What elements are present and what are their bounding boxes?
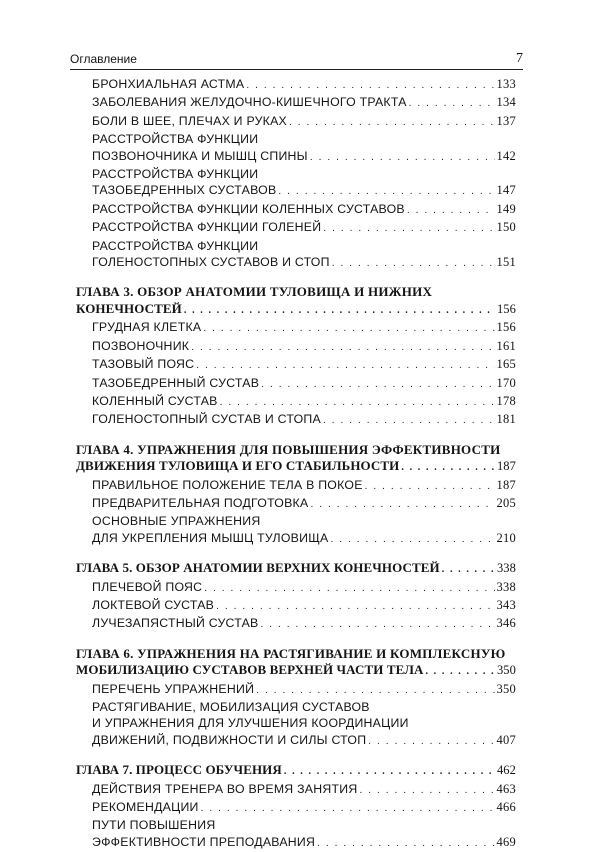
toc-entry-title: ГОЛЕНОСТОПНЫХ СУСТАВОВ И СТОП xyxy=(92,255,330,270)
toc-entry-page: 147 xyxy=(496,183,516,198)
leader-dots xyxy=(201,801,495,817)
toc-entry-title: ПЕРЕЧЕНЬ УПРАЖНЕНИЙ xyxy=(92,681,255,696)
toc-entry-chest[interactable] xyxy=(76,319,516,337)
toc-entry-title: ЗАБОЛЕВАНИЯ ЖЕЛУДОЧНО-КИШЕЧНОГО ТРАКТА xyxy=(92,95,407,110)
toc-entry-title: ГРУДНАЯ КЛЕТКА xyxy=(92,320,202,335)
spacer xyxy=(76,272,516,284)
toc-entry-exercise-list[interactable] xyxy=(76,681,516,699)
spacer xyxy=(76,634,516,646)
spacer xyxy=(76,750,516,762)
toc-entry-prep[interactable] xyxy=(76,495,516,513)
toc-entry-ankle[interactable] xyxy=(76,254,516,272)
page-number: 7 xyxy=(516,51,523,66)
toc-entry-page: 187 xyxy=(496,477,516,492)
toc-entry-page: 205 xyxy=(496,495,516,510)
chapter-4-heading[interactable] xyxy=(76,458,516,476)
leader-dots xyxy=(310,150,495,166)
toc-entry-knee[interactable] xyxy=(76,201,516,219)
toc-entry-ankle-joint[interactable] xyxy=(76,411,516,429)
toc-entry-shoulder[interactable] xyxy=(76,579,516,597)
leader-dots xyxy=(330,532,494,548)
toc-entry-wrist[interactable] xyxy=(76,615,516,633)
leader-dots xyxy=(317,836,494,852)
toc-entry-ways[interactable] xyxy=(76,834,516,852)
toc-entry-title: ПОЗВОНОЧНИКА И МЫШЦ СПИНЫ xyxy=(92,148,308,163)
toc-entry-page: 150 xyxy=(496,220,516,235)
chapter-title: ГЛАВА 7. ПРОЦЕСС ОБУЧЕНИЯ xyxy=(76,762,282,778)
toc-entry-title: КОЛЕННЫЙ СУСТАВ xyxy=(92,393,218,408)
running-head xyxy=(70,52,523,66)
toc-entry-pelvis[interactable] xyxy=(76,356,516,374)
toc-entry-title: ПРАВИЛЬНОЕ ПОЛОЖЕНИЕ ТЕЛА В ПОКОЕ xyxy=(92,477,363,492)
leader-dots xyxy=(261,377,494,393)
chapter-title: МОБИЛИЗАЦИЮ СУСТАВОВ ВЕРХНЕЙ ЧАСТИ ТЕЛА xyxy=(76,662,424,678)
leader-dots xyxy=(191,340,494,356)
leader-dots xyxy=(365,479,495,495)
toc-entry-page: 156 xyxy=(496,320,516,335)
section-title: Оглавление xyxy=(70,52,137,66)
toc-entry-page: 142 xyxy=(496,148,516,163)
toc-entry-page: 338 xyxy=(496,579,516,594)
toc-entry-core[interactable] xyxy=(76,530,516,548)
toc-entry-title: ЛУЧЕЗАПЯСТНЫЙ СУСТАВ xyxy=(92,616,259,631)
leader-dots xyxy=(256,683,494,699)
toc-entry-page: 210 xyxy=(496,530,516,545)
spacer xyxy=(76,548,516,560)
leader-dots xyxy=(216,599,494,615)
toc-entry-title: ТАЗОБЕДРЕННЫХ СУСТАВОВ xyxy=(92,183,277,198)
header-rule xyxy=(70,69,523,70)
toc-entry-title: ГОЛЕНОСТОПНЫЙ СУСТАВ И СТОПА xyxy=(92,412,321,427)
toc-entry-page: 137 xyxy=(496,113,516,128)
leader-dots xyxy=(332,256,495,272)
toc-entry-title: ПЛЕЧЕВОЙ ПОЯС xyxy=(92,579,203,594)
toc-entry-title: БОЛИ В ШЕЕ, ПЛЕЧАХ И РУКАХ xyxy=(92,113,287,128)
chapter-title: ГЛАВА 5. ОБЗОР АНАТОМИИ ВЕРХНИХ КОНЕЧНОСТЕЙ xyxy=(76,560,440,576)
chapter-4-line1 xyxy=(76,442,516,458)
toc-entry-page: 170 xyxy=(496,375,516,390)
leader-dots xyxy=(284,764,495,780)
toc-entry-asthma[interactable] xyxy=(76,76,516,94)
toc-entry-core-line1 xyxy=(76,513,516,529)
chapter-5-heading[interactable] xyxy=(76,560,516,578)
toc-entry-page: 149 xyxy=(496,201,516,216)
toc-entry-title: ПРЕДВАРИТЕЛЬНАЯ ПОДГОТОВКА xyxy=(92,495,309,510)
toc-entry-title: ПУТИ ПОВЫШЕНИЯ xyxy=(92,818,216,833)
toc-entry-page: 466 xyxy=(496,800,516,815)
toc-entry-page: 151 xyxy=(496,255,516,270)
toc-entry-knee-joint[interactable] xyxy=(76,393,516,411)
chapter-title: ГЛАВА 6. УПРАЖНЕНИЯ НА РАСТЯГИВАНИЕ И КОМПЛЕКСНУЮ xyxy=(76,645,506,661)
toc-entry-title: РАССТРОЙСТВА ФУНКЦИИ КОЛЕННЫХ СУСТАВОВ xyxy=(92,201,405,216)
toc-entry-title: РАССТРОЙСТВА ФУНКЦИИ xyxy=(92,238,259,253)
toc-entry-hip-line1 xyxy=(76,166,516,182)
toc-entry-spine-line1 xyxy=(76,131,516,147)
toc-entry-page: 350 xyxy=(496,681,516,696)
leader-dots xyxy=(425,664,494,680)
toc-entry-page: 161 xyxy=(496,338,516,353)
toc-entry-page: 346 xyxy=(496,616,516,631)
leader-dots xyxy=(261,617,495,633)
toc-entry-recs[interactable] xyxy=(76,799,516,817)
toc-entry-page: 134 xyxy=(496,95,516,110)
toc-entry-title: ДЛЯ УКРЕПЛЕНИЯ МЫШЦ ТУЛОВИЩА xyxy=(92,530,329,545)
leader-dots xyxy=(359,783,494,799)
chapter-title: КОНЕЧНОСТЕЙ xyxy=(76,300,182,316)
toc-entry-elbow[interactable] xyxy=(76,597,516,615)
toc-entry-hip[interactable] xyxy=(76,182,516,200)
leader-dots xyxy=(246,78,494,94)
toc-entry-page: 178 xyxy=(496,393,516,408)
toc-entry-title: РЕКОМЕНДАЦИИ xyxy=(92,800,199,815)
toc-entry-page: 133 xyxy=(496,77,516,91)
leader-dots xyxy=(442,562,495,578)
toc-entry-title: ТАЗОВЫЙ ПОЯС xyxy=(92,357,195,372)
chapter-6-heading[interactable] xyxy=(76,662,516,680)
leader-dots xyxy=(289,115,495,131)
leader-dots xyxy=(323,413,495,429)
toc-entry-posture[interactable] xyxy=(76,477,516,495)
leader-dots xyxy=(204,581,494,597)
toc-entry-page: 463 xyxy=(496,781,516,796)
toc-entry-page: 462 xyxy=(496,763,516,778)
leader-dots xyxy=(407,203,495,219)
toc-entry-page: 350 xyxy=(496,663,516,678)
toc-entry-title: ЭФФЕКТИВНОСТИ ПРЕПОДАВАНИЯ xyxy=(92,834,316,849)
chapter-6-line1 xyxy=(76,646,516,662)
chapter-7-heading[interactable] xyxy=(76,762,516,780)
toc-entry-page: 181 xyxy=(496,412,516,427)
leader-dots xyxy=(196,358,494,374)
spacer xyxy=(76,430,516,442)
toc-entry-stretch-line1 xyxy=(76,699,516,715)
toc-entry-page: 165 xyxy=(496,357,516,372)
toc-entry-stretch-line2 xyxy=(76,715,516,731)
leader-dots xyxy=(220,395,495,411)
toc-entry-page: 338 xyxy=(496,561,516,576)
toc-entry-neck[interactable] xyxy=(76,113,516,131)
leader-dots xyxy=(203,321,494,337)
toc-entry-ankle-line1 xyxy=(76,238,516,254)
leader-dots xyxy=(323,221,494,237)
toc-entry-title: РАССТРОЙСТВА ФУНКЦИИ xyxy=(92,167,259,182)
toc-entry-title: РАСТЯГИВАНИЕ, МОБИЛИЗАЦИЯ СУСТАВОВ xyxy=(92,700,370,714)
toc-entry-title: ЛОКТЕВОЙ СУСТАВ xyxy=(92,597,215,612)
chapter-3-heading[interactable] xyxy=(76,301,516,319)
toc-entry-title: ТАЗОБЕДРЕННЫЙ СУСТАВ xyxy=(92,375,260,390)
toc-entry-page: 343 xyxy=(496,597,516,612)
toc-entry-spine-anatomy[interactable] xyxy=(76,338,516,356)
toc-entry-trainer[interactable] xyxy=(76,781,516,799)
table-of-contents xyxy=(76,76,516,852)
toc-entry-title: РАССТРОЙСТВА ФУНКЦИИ xyxy=(92,132,259,147)
toc-entry-hip-joint[interactable] xyxy=(76,375,516,393)
toc-entry-title: БРОНХИАЛЬНАЯ АСТМА xyxy=(92,77,245,91)
toc-entry-gi[interactable] xyxy=(76,94,516,112)
toc-entry-title: И УПРАЖНЕНИЯ ДЛЯ УЛУЧШЕНИЯ КООРДИНАЦИИ xyxy=(92,716,409,731)
leader-dots xyxy=(401,460,495,476)
toc-entry-ways-line1 xyxy=(76,817,516,833)
toc-entry-page: 156 xyxy=(496,301,516,316)
chapter-title: ГЛАВА 4. УПРАЖНЕНИЯ ДЛЯ ПОВЫШЕНИЯ ЭФФЕКТИВНОСТИ xyxy=(76,441,501,457)
toc-entry-title: ДЕЙСТВИЯ ТРЕНЕРА ВО ВРЕМЯ ЗАНЯТИЯ xyxy=(92,781,358,796)
leader-dots xyxy=(409,96,495,112)
toc-entry-title: РАССТРОЙСТВА ФУНКЦИИ ГОЛЕНЕЙ xyxy=(92,220,322,235)
toc-entry-title: ОСНОВНЫЕ УПРАЖНЕНИЯ xyxy=(92,514,261,529)
chapter-title: ДВИЖЕНИЯ ТУЛОВИЩА И ЕГО СТАБИЛЬНОСТИ xyxy=(76,458,400,474)
leader-dots xyxy=(368,734,494,750)
toc-entry-spine[interactable] xyxy=(76,148,516,166)
chapter-3-line1 xyxy=(76,284,516,300)
leader-dots xyxy=(278,184,494,200)
toc-entry-title: ДВИЖЕНИЙ, ПОДВИЖНОСТИ И СИЛЫ СТОП xyxy=(92,732,367,747)
toc-entry-page: 469 xyxy=(496,834,516,849)
toc-entry-page: 407 xyxy=(496,732,516,747)
leader-dots xyxy=(184,303,495,319)
toc-entry-shin[interactable] xyxy=(76,219,516,237)
toc-entry-stretch[interactable] xyxy=(76,732,516,750)
toc-entry-title: ПОЗВОНОЧНИК xyxy=(92,338,190,353)
chapter-title: ГЛАВА 3. ОБЗОР АНАТОМИИ ТУЛОВИЩА И НИЖНИХ xyxy=(76,284,433,300)
toc-entry-page: 187 xyxy=(496,459,516,474)
leader-dots xyxy=(310,497,494,513)
